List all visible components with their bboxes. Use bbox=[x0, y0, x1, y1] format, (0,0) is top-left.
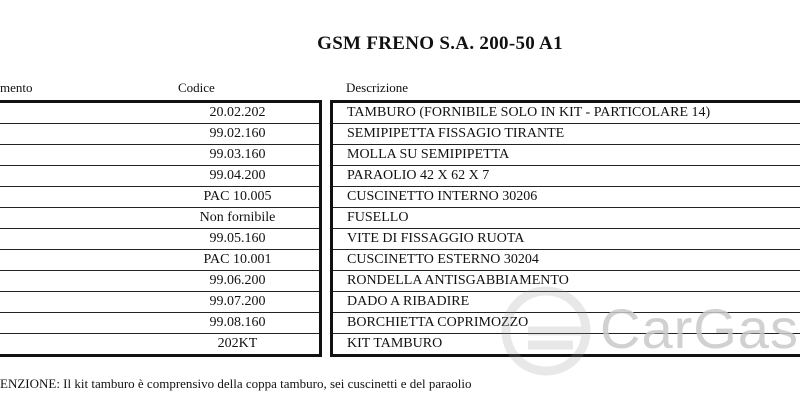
watermark-text: CarGas bbox=[600, 297, 799, 360]
table-row-code: Non fornibile bbox=[0, 208, 319, 229]
table-row-code: 202KT bbox=[217, 336, 258, 351]
table-row-code: 99.07.200 bbox=[0, 292, 319, 313]
note-text: ENZIONE: Il kit tamburo è comprensivo della coppa tamburo, sei cuscinetti e del paraolio bbox=[0, 376, 472, 391]
table-row-code: 99.06.200 bbox=[0, 271, 319, 292]
column-header-descrizione: Descrizione bbox=[346, 80, 409, 95]
column-header-codice: Codice bbox=[178, 80, 215, 95]
table-row-description: CUSCINETTO INTERNO 30206 bbox=[333, 187, 800, 208]
table-row-code: 99.02.160 bbox=[0, 124, 319, 145]
table-row-code: 20.02.202 bbox=[0, 103, 319, 124]
table-row-code: 99.03.160 bbox=[0, 145, 319, 166]
table-row-description: TAMBURO (FORNIBILE SOLO IN KIT - PARTICOLARE 14) bbox=[333, 103, 800, 124]
table-row-description: MOLLA SU SEMIPIPETTA bbox=[333, 145, 800, 166]
table-row-description: PARAOLIO 42 X 62 X 7 bbox=[333, 166, 800, 187]
table-row-code: 99.08.160 bbox=[0, 313, 319, 334]
column-header-riferimento: mento bbox=[0, 80, 33, 95]
page-title: GSM FRENO S.A. 200-50 A1 bbox=[317, 33, 563, 54]
codes-table bbox=[0, 100, 322, 357]
table-row-description: CUSCINETTO ESTERNO 30204 bbox=[333, 250, 800, 271]
table-row-code: PAC 10.005 bbox=[0, 187, 319, 208]
codes-column bbox=[0, 103, 319, 355]
table-row-description: FUSELLO bbox=[333, 208, 800, 229]
table-row-description: RONDELLA ANTISGABBIAMENTO bbox=[333, 271, 800, 292]
table-row-description: SEMIPIPETTA FISSAGIO TIRANTE bbox=[333, 124, 800, 145]
table-row-description: BORCHIETTA COPRIMOZZO bbox=[333, 313, 800, 334]
table-row-description: DADO A RIBADIRE bbox=[333, 292, 800, 313]
table-row-code: 99.04.200 bbox=[0, 166, 319, 187]
table-row-description: VITE DI FISSAGGIO RUOTA bbox=[333, 229, 800, 250]
table-row-code: PAC 10.001 bbox=[0, 250, 319, 271]
table-row-description: KIT TAMBURO bbox=[347, 336, 443, 351]
table-row-code: 99.05.160 bbox=[0, 229, 319, 250]
